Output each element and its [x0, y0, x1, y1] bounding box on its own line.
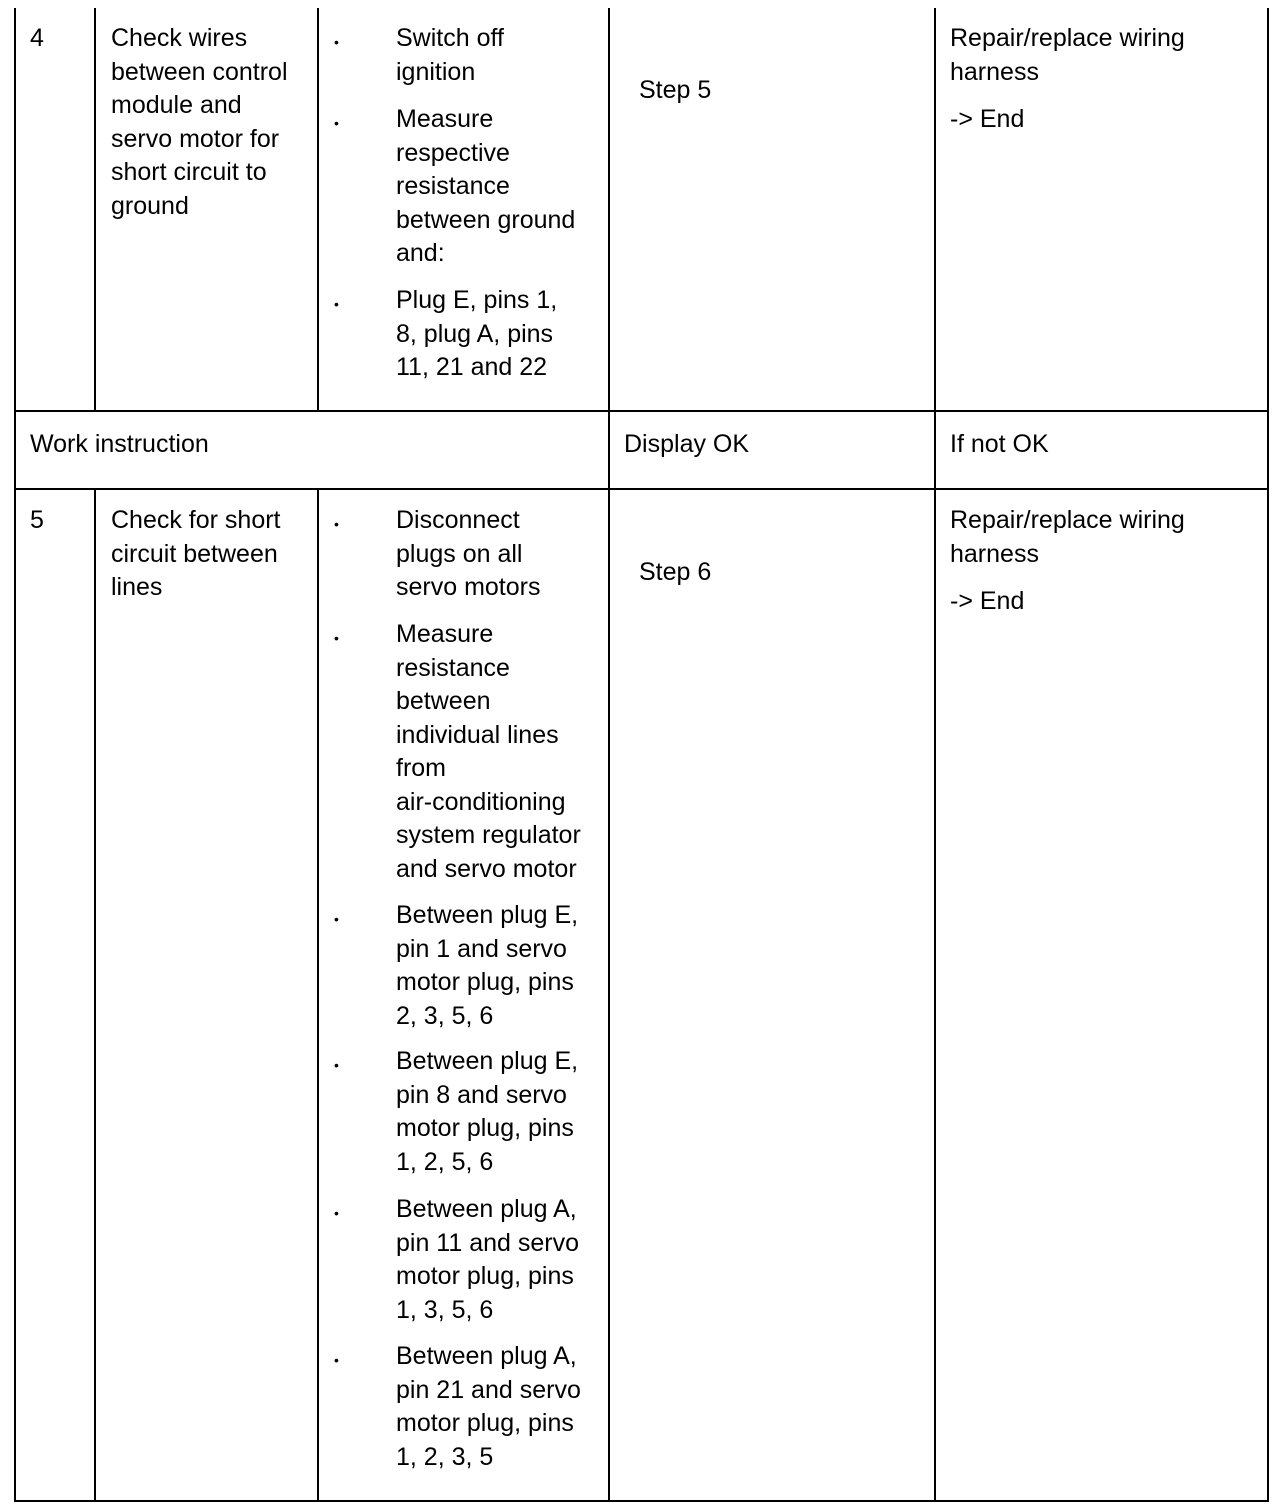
instruction-line: motor plug, pins — [396, 968, 574, 996]
row-divider — [14, 488, 1269, 490]
instruction-line: motor plug, pins — [396, 1114, 574, 1142]
instruction-line: pin 21 and servo — [396, 1375, 581, 1404]
instruction-line: from — [396, 754, 446, 782]
description-line: module and — [111, 91, 242, 119]
step-number: 5 — [30, 506, 44, 534]
instruction-line: pin 1 and servo — [396, 934, 567, 963]
bullet-icon: • — [334, 630, 339, 646]
instruction-line: plugs on all — [396, 539, 523, 568]
bullet-icon: • — [334, 1057, 339, 1073]
bullet-icon: • — [334, 1205, 339, 1221]
instruction-line: resistance — [396, 653, 510, 682]
instruction-line: servo motors — [396, 573, 541, 601]
instruction-line: 1, 2, 3, 5 — [396, 1442, 494, 1471]
instruction-line: Measure — [396, 105, 494, 133]
display-ok-value: Step 6 — [639, 558, 712, 586]
instruction-line: between — [396, 687, 491, 715]
description-line: between control — [111, 57, 288, 86]
instruction-line: Disconnect — [396, 506, 520, 534]
column-divider-step — [94, 8, 96, 411]
instruction-line: 2, 3, 5, 6 — [396, 1001, 494, 1030]
instruction-line: air-conditioning — [396, 787, 566, 816]
table-border-left — [14, 8, 16, 1502]
instruction-line: pin 8 and servo — [396, 1080, 567, 1109]
action-line: harness — [950, 539, 1039, 568]
header-display-ok: Display OK — [624, 430, 750, 458]
description-line: Check for short — [111, 506, 281, 534]
instruction-line: individual lines — [396, 720, 559, 749]
instruction-line: Between plug E, — [396, 1047, 579, 1075]
instruction-line: 1, 2, 5, 6 — [396, 1147, 494, 1176]
action-line: Repair/replace wiring — [950, 506, 1185, 534]
column-divider-instructions — [608, 8, 610, 1502]
action-line: harness — [950, 57, 1039, 86]
instruction-line: Between plug A, — [396, 1342, 577, 1370]
instruction-line: 1, 3, 5, 6 — [396, 1295, 494, 1324]
row-divider — [14, 410, 1269, 412]
instruction-line: motor plug, pins — [396, 1262, 574, 1290]
instruction-line: Switch off — [396, 24, 504, 52]
instruction-line: and servo motor — [396, 854, 577, 883]
instruction-line: 11, 21 and 22 — [396, 353, 548, 381]
step-number: 4 — [30, 24, 44, 52]
bullet-icon: • — [334, 296, 339, 312]
instruction-line: ignition — [396, 57, 476, 86]
column-divider-step — [94, 489, 96, 1501]
header-work-instruction: Work instruction — [30, 430, 209, 458]
display-ok-value: Step 5 — [639, 76, 712, 104]
bullet-icon: • — [334, 34, 339, 50]
instruction-line: motor plug, pins — [396, 1409, 574, 1437]
description-line: short circuit to — [111, 158, 267, 186]
instruction-line: pin 11 and servo — [396, 1228, 579, 1257]
instruction-line: and: — [396, 239, 445, 267]
instruction-line: system regulator — [396, 821, 581, 849]
description-line: lines — [111, 573, 163, 601]
instruction-line: respective — [396, 138, 510, 167]
header-if-not-ok: If not OK — [950, 430, 1049, 458]
description-line: Check wires — [111, 24, 248, 52]
bullet-icon: • — [334, 516, 339, 532]
action-line: Repair/replace wiring — [950, 24, 1185, 52]
bullet-icon: • — [334, 115, 339, 131]
column-divider-description — [317, 8, 319, 411]
instruction-line: between ground — [396, 205, 576, 234]
instruction-line: Between plug E, — [396, 901, 579, 929]
instruction-line: 8, plug A, pins — [396, 319, 554, 348]
column-divider-description — [317, 489, 319, 1501]
instruction-line: Measure — [396, 620, 494, 648]
instruction-line: resistance — [396, 172, 510, 200]
description-line: circuit between — [111, 539, 278, 568]
description-line: servo motor for — [111, 124, 280, 153]
table-border-bottom — [14, 1500, 1269, 1502]
action-next: -> End — [950, 587, 1025, 615]
instruction-line: Between plug A, — [396, 1195, 577, 1223]
bullet-icon: • — [334, 1352, 339, 1368]
description-line: ground — [111, 191, 189, 220]
table-border-right — [1267, 8, 1269, 1502]
instruction-line: Plug E, pins 1, — [396, 286, 558, 314]
column-divider-display-ok — [934, 8, 936, 1502]
action-next: -> End — [950, 105, 1025, 133]
bullet-icon: • — [334, 911, 339, 927]
